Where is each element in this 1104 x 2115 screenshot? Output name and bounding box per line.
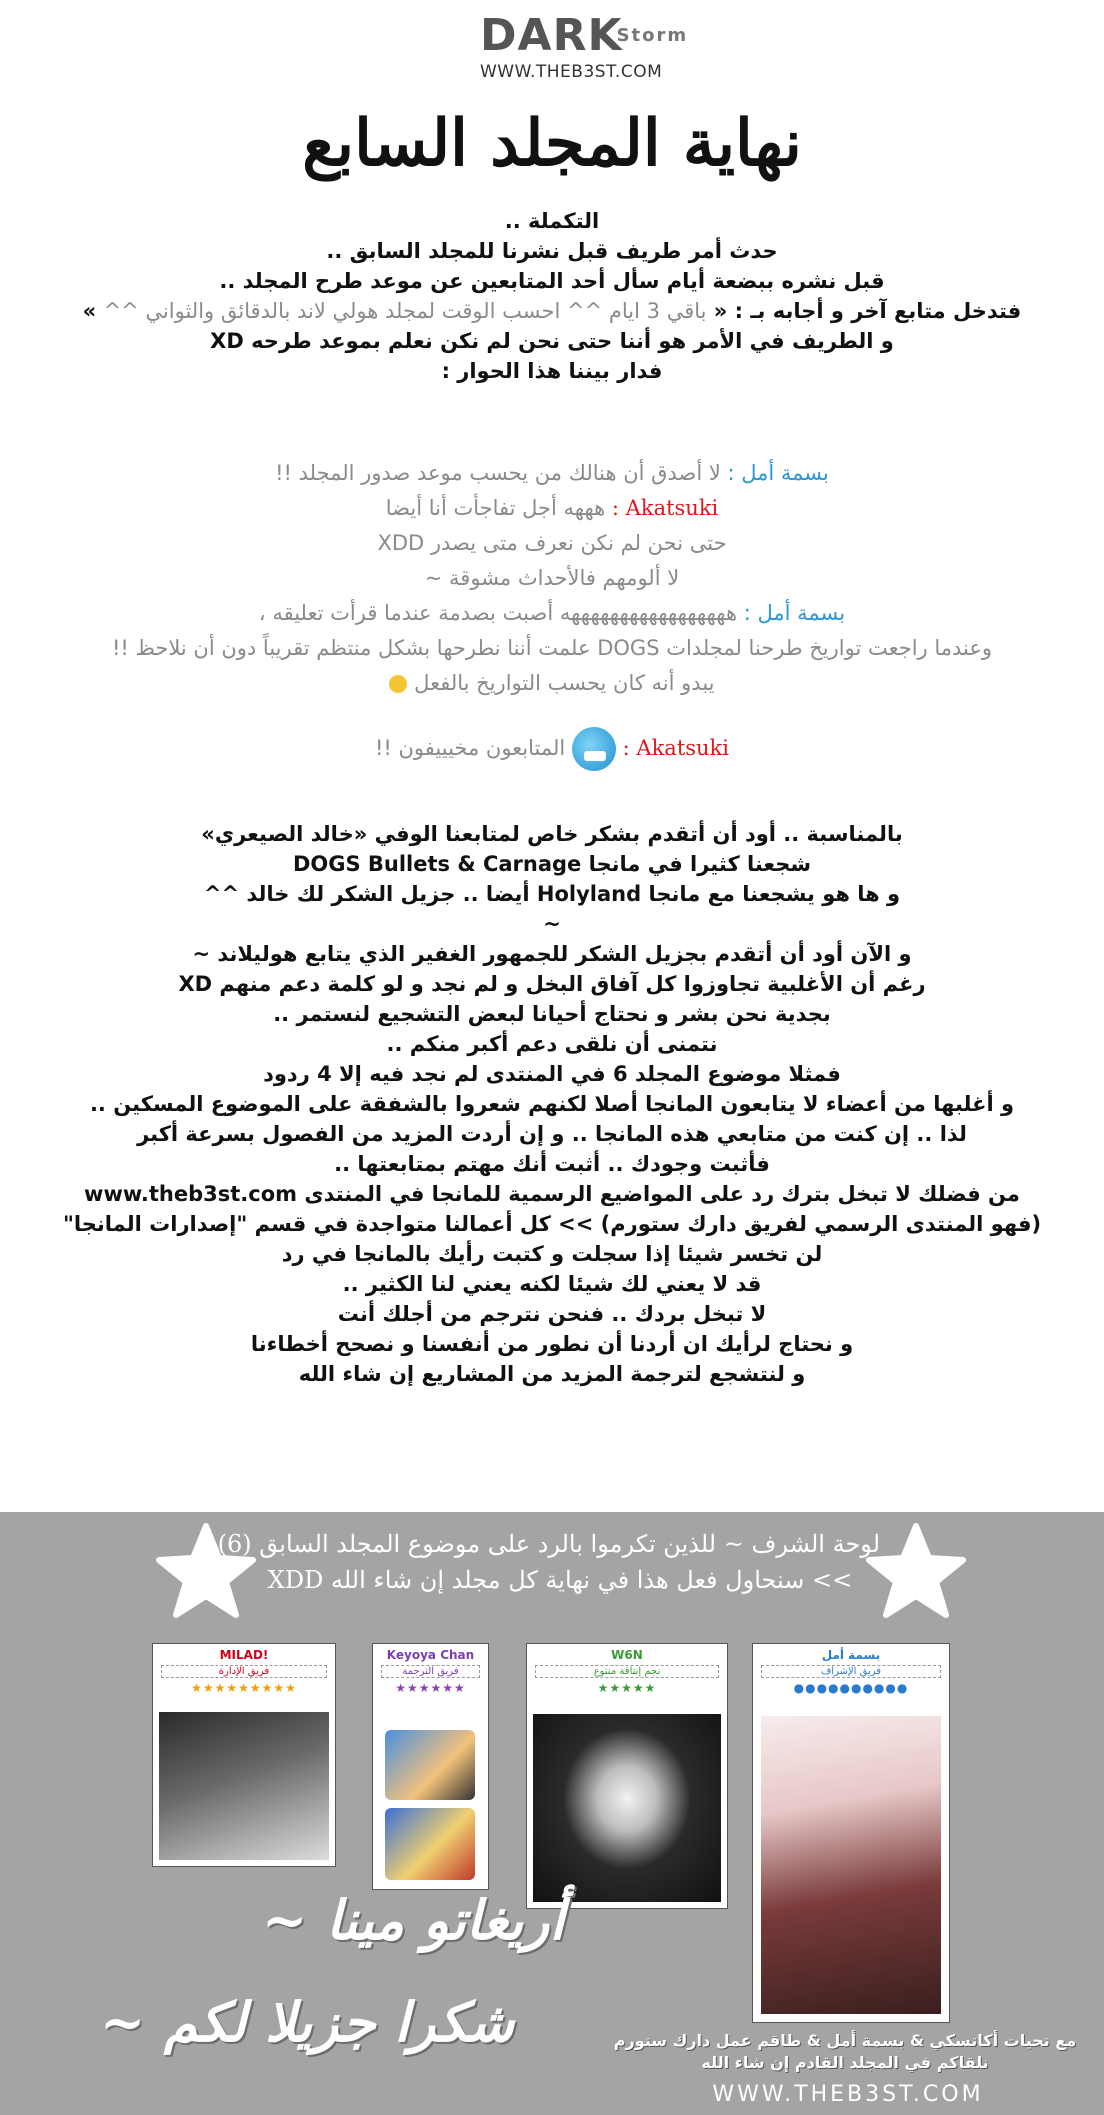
dialog-text: لا أصدق أن هنالك من يحسب موعد صدور المجلد !! [275, 461, 728, 485]
text-line: لا تبخل بردك .. فنحن نترجم من أجلك أنت [337, 1302, 767, 1326]
text-line: شجعنا كثيرا في مانجا DOGS Bullets & Carnage [292, 852, 812, 876]
caption-line: >> سنحاول فعل هذا في نهاية كل مجلد إن شاء الله XDD [267, 1566, 853, 1594]
member-card [372, 1643, 489, 1890]
dialog-line [60, 666, 1044, 701]
member-avatar [385, 1730, 475, 1800]
dialog-text: المتابعون مخيييفون !! [375, 736, 566, 760]
text-line: و لنتشجع لترجمة المزيد من المشاريع إن شاء الله [298, 1362, 806, 1386]
dialog-line [60, 491, 1044, 526]
member-avatar [385, 1808, 475, 1880]
credits [610, 2030, 1080, 2074]
member-avatar [159, 1712, 329, 1860]
dialog-line: لا ألومهم فالأحداث مشوقة ~ [424, 566, 680, 590]
logo-wordmark [480, 10, 689, 61]
member-rank: نجم إنتاقة منتوع [535, 1665, 719, 1678]
text-line: و نحتاج لرأيك ان أردنا أن نطور من أنفسنا و نصحح أخطاءنا [250, 1332, 854, 1356]
text-fragment: فتدخل متابع آخر و أجابه بـ : « [706, 299, 1022, 323]
logo-main-text: DARK [480, 10, 623, 61]
site-url: WWW.THEB3ST.COM [712, 2082, 984, 2107]
dialog-text: هههههههههههههههههه أصبت بصدمة عندما قرأت تعليقه ، [258, 601, 744, 625]
dialog-text: يبدو أنه كان يحسب التواريخ بالفعل [414, 671, 715, 695]
text-line: و الطريف في الأمر هو أننا حتى نحن لم نكن نعلم بموعد طرحه XD [210, 329, 894, 353]
text-line [60, 296, 1044, 326]
speaker-name: بسمة أمل : [727, 461, 829, 485]
text-line: حدث أمر طريف قبل نشرنا للمجلد السابق .. [326, 239, 778, 263]
text-line: فمثلا موضوع المجلد 6 في المنتدى لم نجد فيه إلا 4 ردود [263, 1062, 841, 1086]
intro-text [60, 206, 1044, 386]
honor-board-caption [217, 1526, 880, 1598]
dialog-line [60, 727, 1044, 771]
dark-storm-logo [480, 10, 689, 94]
embarrassed-emoji-icon [389, 675, 407, 693]
text-line: ~ [543, 912, 561, 936]
text-line: رغم أن الأغلبية تجاوزوا كل آفاق البخل و لم نجد و لو كلمة دعم منهم XD [178, 972, 926, 996]
dialog-line [60, 456, 1044, 491]
star-right-icon [866, 1522, 966, 1618]
thanks-handwriting: شكرا جزيلا لكم ~ [100, 1990, 515, 2054]
forum-link-line: من فضلك لا تبخل بترك رد على المواضيع الرسمية للمانجا في المنتدى www.theb3st.com [84, 1182, 1020, 1206]
dialog-text: هههه أجل تفاجأت أنا أيضا [385, 496, 612, 520]
scared-chibi-icon [572, 727, 616, 771]
text-line: لذا .. إن كنت من متابعي هذه المانجا .. و إن أردت المزيد من الفصول بسرعة أكبر [137, 1122, 967, 1146]
logo-top-text: Storm [616, 25, 689, 46]
member-rank: فريق الإدارة [161, 1665, 327, 1678]
rank-stars-icon: ★★★★★ [597, 1681, 657, 1695]
text-line: التكملة .. [504, 209, 600, 233]
member-card [152, 1643, 336, 1867]
text-line: لن تخسر شيئا إذا سجلت و كتبت رأيك بالمانجا في رد [281, 1242, 823, 1266]
text-line: فدار بيننا هذا الحوار : [441, 359, 663, 383]
dialog-block [60, 456, 1044, 771]
text-line: و أغلبها من أعضاء لا يتابعون المانجا أصلا لكنهم شعروا بالشفقة على الموضوع المسكين .. [89, 1092, 1015, 1116]
text-line: فأثبت وجودك .. أثبت أنك مهتم بمتابعتها .. [334, 1152, 770, 1176]
text-line: قبل نشره ببضعة أيام سأل أحد المتابعين عن موعد طرح المجلد .. [219, 269, 885, 293]
rank-stars-icon: ★★★★★★ [395, 1681, 466, 1695]
text-line: بجدية نحن بشر و نحتاج أحيانا لبعض التشجيع لنستمر .. [273, 1002, 831, 1026]
speaker-name: Akatsuki : [611, 496, 719, 520]
rank-stars-icon: ●●●●●●●●●● [793, 1681, 909, 1695]
caption-line: لوحة الشرف ~ للذين تكرموا بالرد على موضوع المجلد السابق (6) [217, 1530, 880, 1558]
member-name: W6N [611, 1648, 643, 1662]
text-fragment: » [82, 299, 104, 323]
member-name: Keyoya Chan [386, 1648, 475, 1662]
arigato-handwriting: أريغاتو مينا ~ [262, 1888, 565, 1952]
dialog-line: حتى نحن لم نكن نعرف متى يصدر XDD [377, 531, 727, 555]
member-card [752, 1643, 950, 2023]
speaker-name: بسمة أمل : [743, 601, 846, 625]
credit-line: نلقاكم في المجلد القادم إن شاء الله [701, 2053, 989, 2072]
page-title: نهاية المجلد السابع [302, 106, 802, 181]
dialog-line [60, 596, 1044, 631]
member-card [526, 1643, 728, 1909]
text-line: و الآن أود أن أتقدم بجزيل الشكر للجمهور الغفير الذي يتابع هوليلاند ~ [192, 942, 912, 966]
quoted-comment: باقي 3 ايام ^^ احسب الوقت لمجلد هولي لاند بالدقائق والثواني ^^ [103, 299, 707, 323]
member-avatar [533, 1714, 721, 1902]
text-line: بالمناسبة .. أود أن أتقدم بشكر خاص لمتابعنا الوفي «خالد الصيعري» [201, 822, 903, 846]
rank-stars-icon: ★★★★★★★★★ [191, 1681, 297, 1695]
member-name: بسمة أمل [821, 1648, 881, 1662]
speaker-name: Akatsuki : [622, 736, 729, 760]
logo-url: WWW.THEB3ST.COM [480, 62, 663, 82]
text-line: (فهو المنتدى الرسمي لفريق دارك ستورم) >> كل أعمالنا متواجدة في قسم "إصدارات المانجا" [62, 1212, 1042, 1236]
text-line: و ها هو يشجعنا مع مانجا Holyland أيضا .. جزيل الشكر لك خالد ^^ [203, 882, 901, 906]
member-avatar [761, 1716, 941, 2014]
member-rank: فريق الإشراف [761, 1665, 941, 1678]
member-name: MILAD! [219, 1648, 269, 1662]
dialog-line: وعندما راجعت تواريخ طرحنا لمجلدات DOGS علمت أننا نطرحها بشكل منتظم تقريباً دون أن نلاحظ !! [111, 636, 993, 660]
member-rank: فريق الترجمة [381, 1665, 480, 1678]
text-line: قد لا يعني لك شيئا لكنه يعني لنا الكثير .. [342, 1272, 762, 1296]
message-body [60, 819, 1044, 1389]
credit-line: مع تحيات أكاتسكي & بسمة أمل & طاقم عمل دارك ستورم [613, 2031, 1077, 2050]
text-line: نتمنى أن نلقى دعم أكبر منكم .. [386, 1032, 718, 1056]
